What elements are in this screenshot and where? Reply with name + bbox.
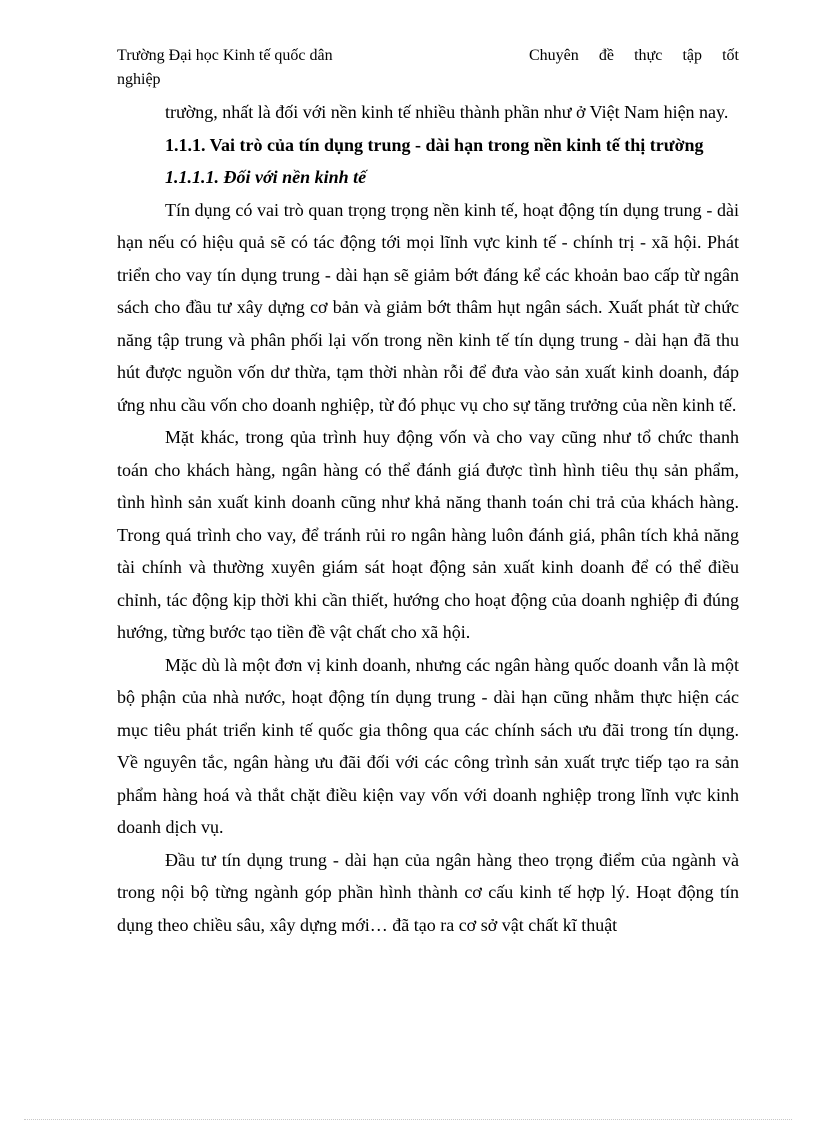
paragraph-continuation: trường, nhất là đối với nền kinh tế nhiều thành phần như ở Việt Nam hiện nay. bbox=[165, 102, 729, 122]
header-continuation: nghiệp bbox=[117, 71, 161, 88]
header-word: thực bbox=[634, 47, 663, 64]
header-university: Trường Đại học Kinh tế quốc dân bbox=[117, 47, 333, 64]
paragraph: Mặt khác, trong qủa trình huy động vốn và cho vay cũng như tổ chức thanh toán cho khách hàng, ngân hàng có thể đánh giá được tình hình tiêu thụ sản phẩm, tình hình sản xuất kinh doanh cũng như khả năng thanh toán chi trả của khách hàng. Trong quá trình cho vay, để tránh rủi ro ngân hàng luôn đánh giá, phân tích khả năng tài chính và thường xuyên giám sát hoạt động sản xuất kinh doanh để có thể điều chỉnh, tác động kịp thời khi cần thiết, hướng cho hoạt động của doanh nghiệp đi đúng hướng, từng bước tạo tiền đề vật chất cho xã hội. bbox=[117, 427, 739, 642]
header-word: tốt bbox=[722, 47, 739, 64]
section-heading: 1.1.1. Vai trò của tín dụng trung - dài hạn trong nền kinh tế thị trường bbox=[165, 134, 704, 155]
page-bottom-divider bbox=[24, 1119, 792, 1120]
header-word: Chuyên bbox=[529, 47, 579, 64]
header-word: đề bbox=[598, 47, 614, 64]
paragraph: Tín dụng có vai trò quan trọng trọng nền kinh tế, hoạt động tín dụng trung - dài hạn nếu có hiệu quả sẽ có tác động tới mọi lĩnh vực kinh tế - chính trị - xã hội. Phát triển cho vay tín dụng trung - dài hạn sẽ giảm bớt đáng kể các khoản bao cấp từ ngân sách cho đầu tư xây dựng cơ bản và giảm bớt thâm hụt ngân sách. Xuất phát từ chức năng tập trung và phân phối lại vốn trong nền kinh tế tín dụng trung - dài hạn đã thu hút được nguồn vốn dư thừa, tạm thời nhàn rỗi để đưa vào sản xuất kinh doanh, đáp ứng nhu cầu vốn cho doanh nghiệp, từ đó phục vụ cho sự tăng trưởng của nền kinh tế. bbox=[117, 199, 739, 415]
document-body bbox=[117, 96, 739, 941]
header-report-title bbox=[529, 44, 739, 68]
header-word: tập bbox=[682, 47, 702, 64]
subsection-heading: 1.1.1.1. Đối với nền kinh tế bbox=[165, 167, 367, 187]
paragraph: Mặc dù là một đơn vị kinh doanh, nhưng các ngân hàng quốc doanh vẫn là một bộ phận của nhà nước, hoạt động tín dụng trung - dài hạn cũng nhằm thực hiện các mục tiêu phát triển kinh tế quốc gia thông qua các chính sách ưu đãi trong tín dụng. Về nguyên tắc, ngân hàng ưu đãi đối với các công trình sản xuất trực tiếp tạo ra sản phẩm hàng hoá và thắt chặt điều kiện vay vốn với doanh nghiệp trong lĩnh vực kinh doanh dịch vụ. bbox=[117, 654, 739, 837]
paragraph: Đầu tư tín dụng trung - dài hạn của ngân hàng theo trọng điểm của ngành và trong nội bộ từng ngành góp phần hình thành cơ cấu kinh tế hợp lý. Hoạt động tín dụng theo chiều sâu, xây dựng mới… đã tạo ra cơ sở vật chất kĩ thuật bbox=[117, 849, 739, 935]
